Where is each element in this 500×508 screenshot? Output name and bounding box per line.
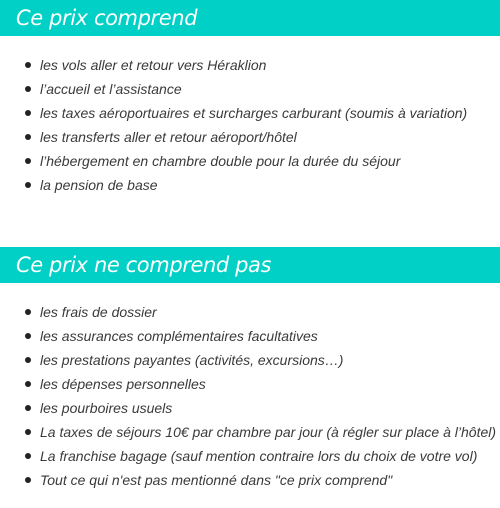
included-title: Ce prix comprend: [16, 6, 198, 30]
list-item-text: les prestations payantes (activités, excursions…): [40, 352, 344, 368]
list-item: [0, 300, 500, 324]
list-item: [0, 372, 500, 396]
list-item: [0, 149, 500, 173]
list-item: [0, 468, 500, 492]
list-item-text: les assurances complémentaires facultatives: [40, 328, 318, 344]
bullet-icon: [25, 453, 31, 459]
included-header: [0, 0, 500, 36]
bullet-icon: [25, 381, 31, 387]
bullet-icon: [25, 62, 31, 68]
list-item-text: les frais de dossier: [40, 304, 157, 320]
list-item-text: les transferts aller et retour aéroport/hôtel: [40, 129, 297, 145]
bullet-icon: [25, 158, 31, 164]
bullet-icon: [25, 429, 31, 435]
list-item: [0, 53, 500, 77]
list-item: [0, 444, 500, 468]
excluded-header: [0, 247, 500, 283]
list-item: [0, 77, 500, 101]
list-item-text: la pension de base: [40, 177, 158, 193]
included-section: [0, 0, 500, 197]
list-item: [0, 173, 500, 197]
bullet-icon: [25, 477, 31, 483]
list-item: [0, 324, 500, 348]
bullet-icon: [25, 405, 31, 411]
list-item-text: La taxes de séjours 10€ par chambre par jour (à régler sur place à l’hôtel): [40, 424, 497, 440]
bullet-icon: [25, 357, 31, 363]
list-item-text: l’hébergement en chambre double pour la durée du séjour: [40, 153, 401, 169]
bullet-icon: [25, 182, 31, 188]
list-item: [0, 101, 500, 125]
excluded-list: [0, 300, 500, 492]
list-item: [0, 396, 500, 420]
list-item: [0, 420, 500, 444]
list-item: [0, 125, 500, 149]
excluded-title: Ce prix ne comprend pas: [16, 253, 272, 277]
list-item: [0, 348, 500, 372]
included-list: [0, 53, 500, 197]
bullet-icon: [25, 110, 31, 116]
excluded-section: [0, 247, 500, 492]
list-item-text: l’accueil et l’assistance: [40, 81, 182, 97]
bullet-icon: [25, 134, 31, 140]
list-item-text: les taxes aéroportuaires et surcharges carburant (soumis à variation): [40, 105, 468, 121]
list-item-text: les vols aller et retour vers Héraklion: [40, 57, 267, 73]
bullet-icon: [25, 86, 31, 92]
list-item-text: les pourboires usuels: [40, 400, 173, 416]
bullet-icon: [25, 333, 31, 339]
list-item-text: La franchise bagage (sauf mention contraire lors du choix de votre vol): [40, 448, 478, 464]
list-item-text: Tout ce qui n'est pas mentionné dans "ce prix comprend": [40, 472, 393, 488]
bullet-icon: [25, 309, 31, 315]
list-item-text: les dépenses personnelles: [40, 376, 206, 392]
